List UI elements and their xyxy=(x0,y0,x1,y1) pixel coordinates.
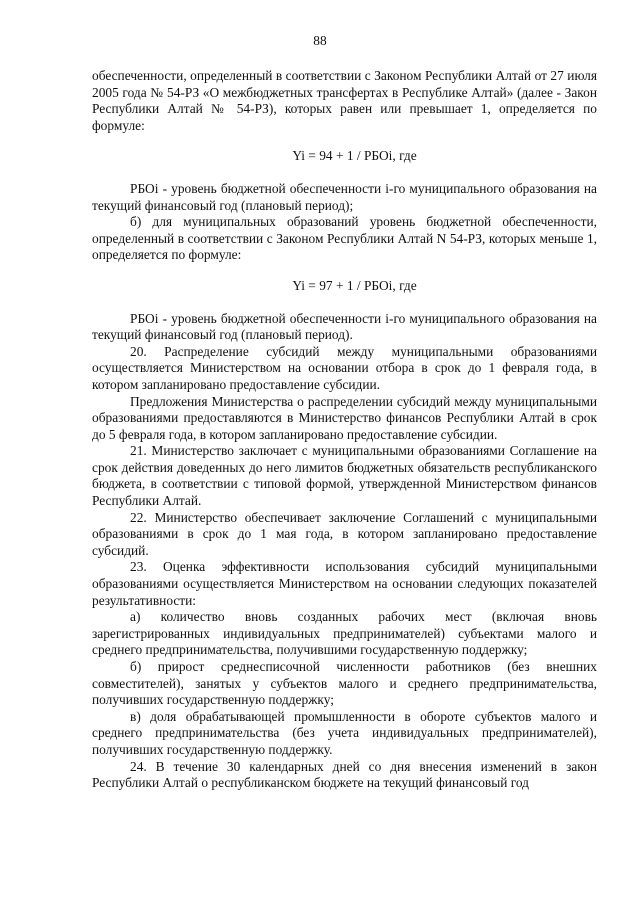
paragraph-24: 24. В течение 30 календарных дней со дня внесения изменений в закон Республики Алтай о республиканском бюджете на текущий финансовый год xyxy=(92,758,597,791)
page-number: 88 xyxy=(313,33,327,48)
paragraph-22: 22. Министерство обеспечивает заключение Соглашений с муниципальными образованиями в срок до 1 мая года, в котором запланировано предоставление субсидий. xyxy=(92,509,597,558)
paragraph-23: 23. Оценка эффективности использования субсидий муниципальными образованиями осуществляется Министерством на основании следующих показателей результативности: xyxy=(92,559,597,608)
paragraph-ministry-proposals: Предложения Министерства о распределении субсидий между муниципальными образованиями предоставляются в Министерство финансов Республики Алтай в срок до 5 февраля года, в котором запланировано предоставление субсидии. xyxy=(92,393,597,442)
paragraph-rboi-definition-1: РБОi - уровень бюджетной обеспеченности i-го муниципального образования на текущий финансовый год (плановый период); xyxy=(92,180,597,213)
paragraph-23-a: а) количество вновь созданных рабочих мест (включая вновь зарегистрированных индивидуальных предпринимателей) субъектами малого и среднего предпринимательства, получившими государственную поддержку; xyxy=(92,609,597,658)
paragraph-rboi-definition-2: РБОi - уровень бюджетной обеспеченности i-го муниципального образования на текущий финансовый год (плановый период). xyxy=(92,310,597,343)
paragraph-21: 21. Министерство заключает с муниципальными образованиями Соглашение на срок действия доведенных до него лимитов бюджетных обязательств республиканского бюджета, в соответствии с типовой формой, утвержденной Министерством финансов Республики Алтай. xyxy=(92,443,597,509)
paragraph-23-b: б) прирост среднесписочной численности работников (без внешних совместителей), занятых у субъектов малого и среднего предпринимательства, получивших государственную поддержку; xyxy=(92,659,597,708)
paragraph-continuation: обеспеченности, определенный в соответствии с Законом Республики Алтай от 27 июля 2005 года № 54-РЗ «О межбюджетных трансфертах в Республике Алтай» (далее - Закон Республики Алтай № 54-РЗ), которых равен или превышает 1, определяется по формуле: xyxy=(92,68,597,133)
paragraph-23-v: в) доля обрабатывающей промышленности в обороте субъектов малого и среднего предпринимательства (без учета индивидуальных предпринимателей), получивших государственную поддержку. xyxy=(92,708,597,757)
formula-94: Yi = 94 + 1 / РБОi, где xyxy=(292,148,417,164)
document-body xyxy=(92,68,597,792)
paragraph-20: 20. Распределение субсидий между муниципальными образованиями осуществляется Министерством на основании отбора в срок до 1 февраля года, в котором запланировано предоставление субсидии. xyxy=(92,343,597,392)
formula-97: Yi = 97 + 1 / РБОi, где xyxy=(292,277,417,293)
paragraph-item-b: б) для муниципальных образований уровень бюджетной обеспеченности, определенный в соответствии с Законом Республики Алтай N 54-РЗ, которых меньше 1, определяется по формуле: xyxy=(92,214,597,263)
